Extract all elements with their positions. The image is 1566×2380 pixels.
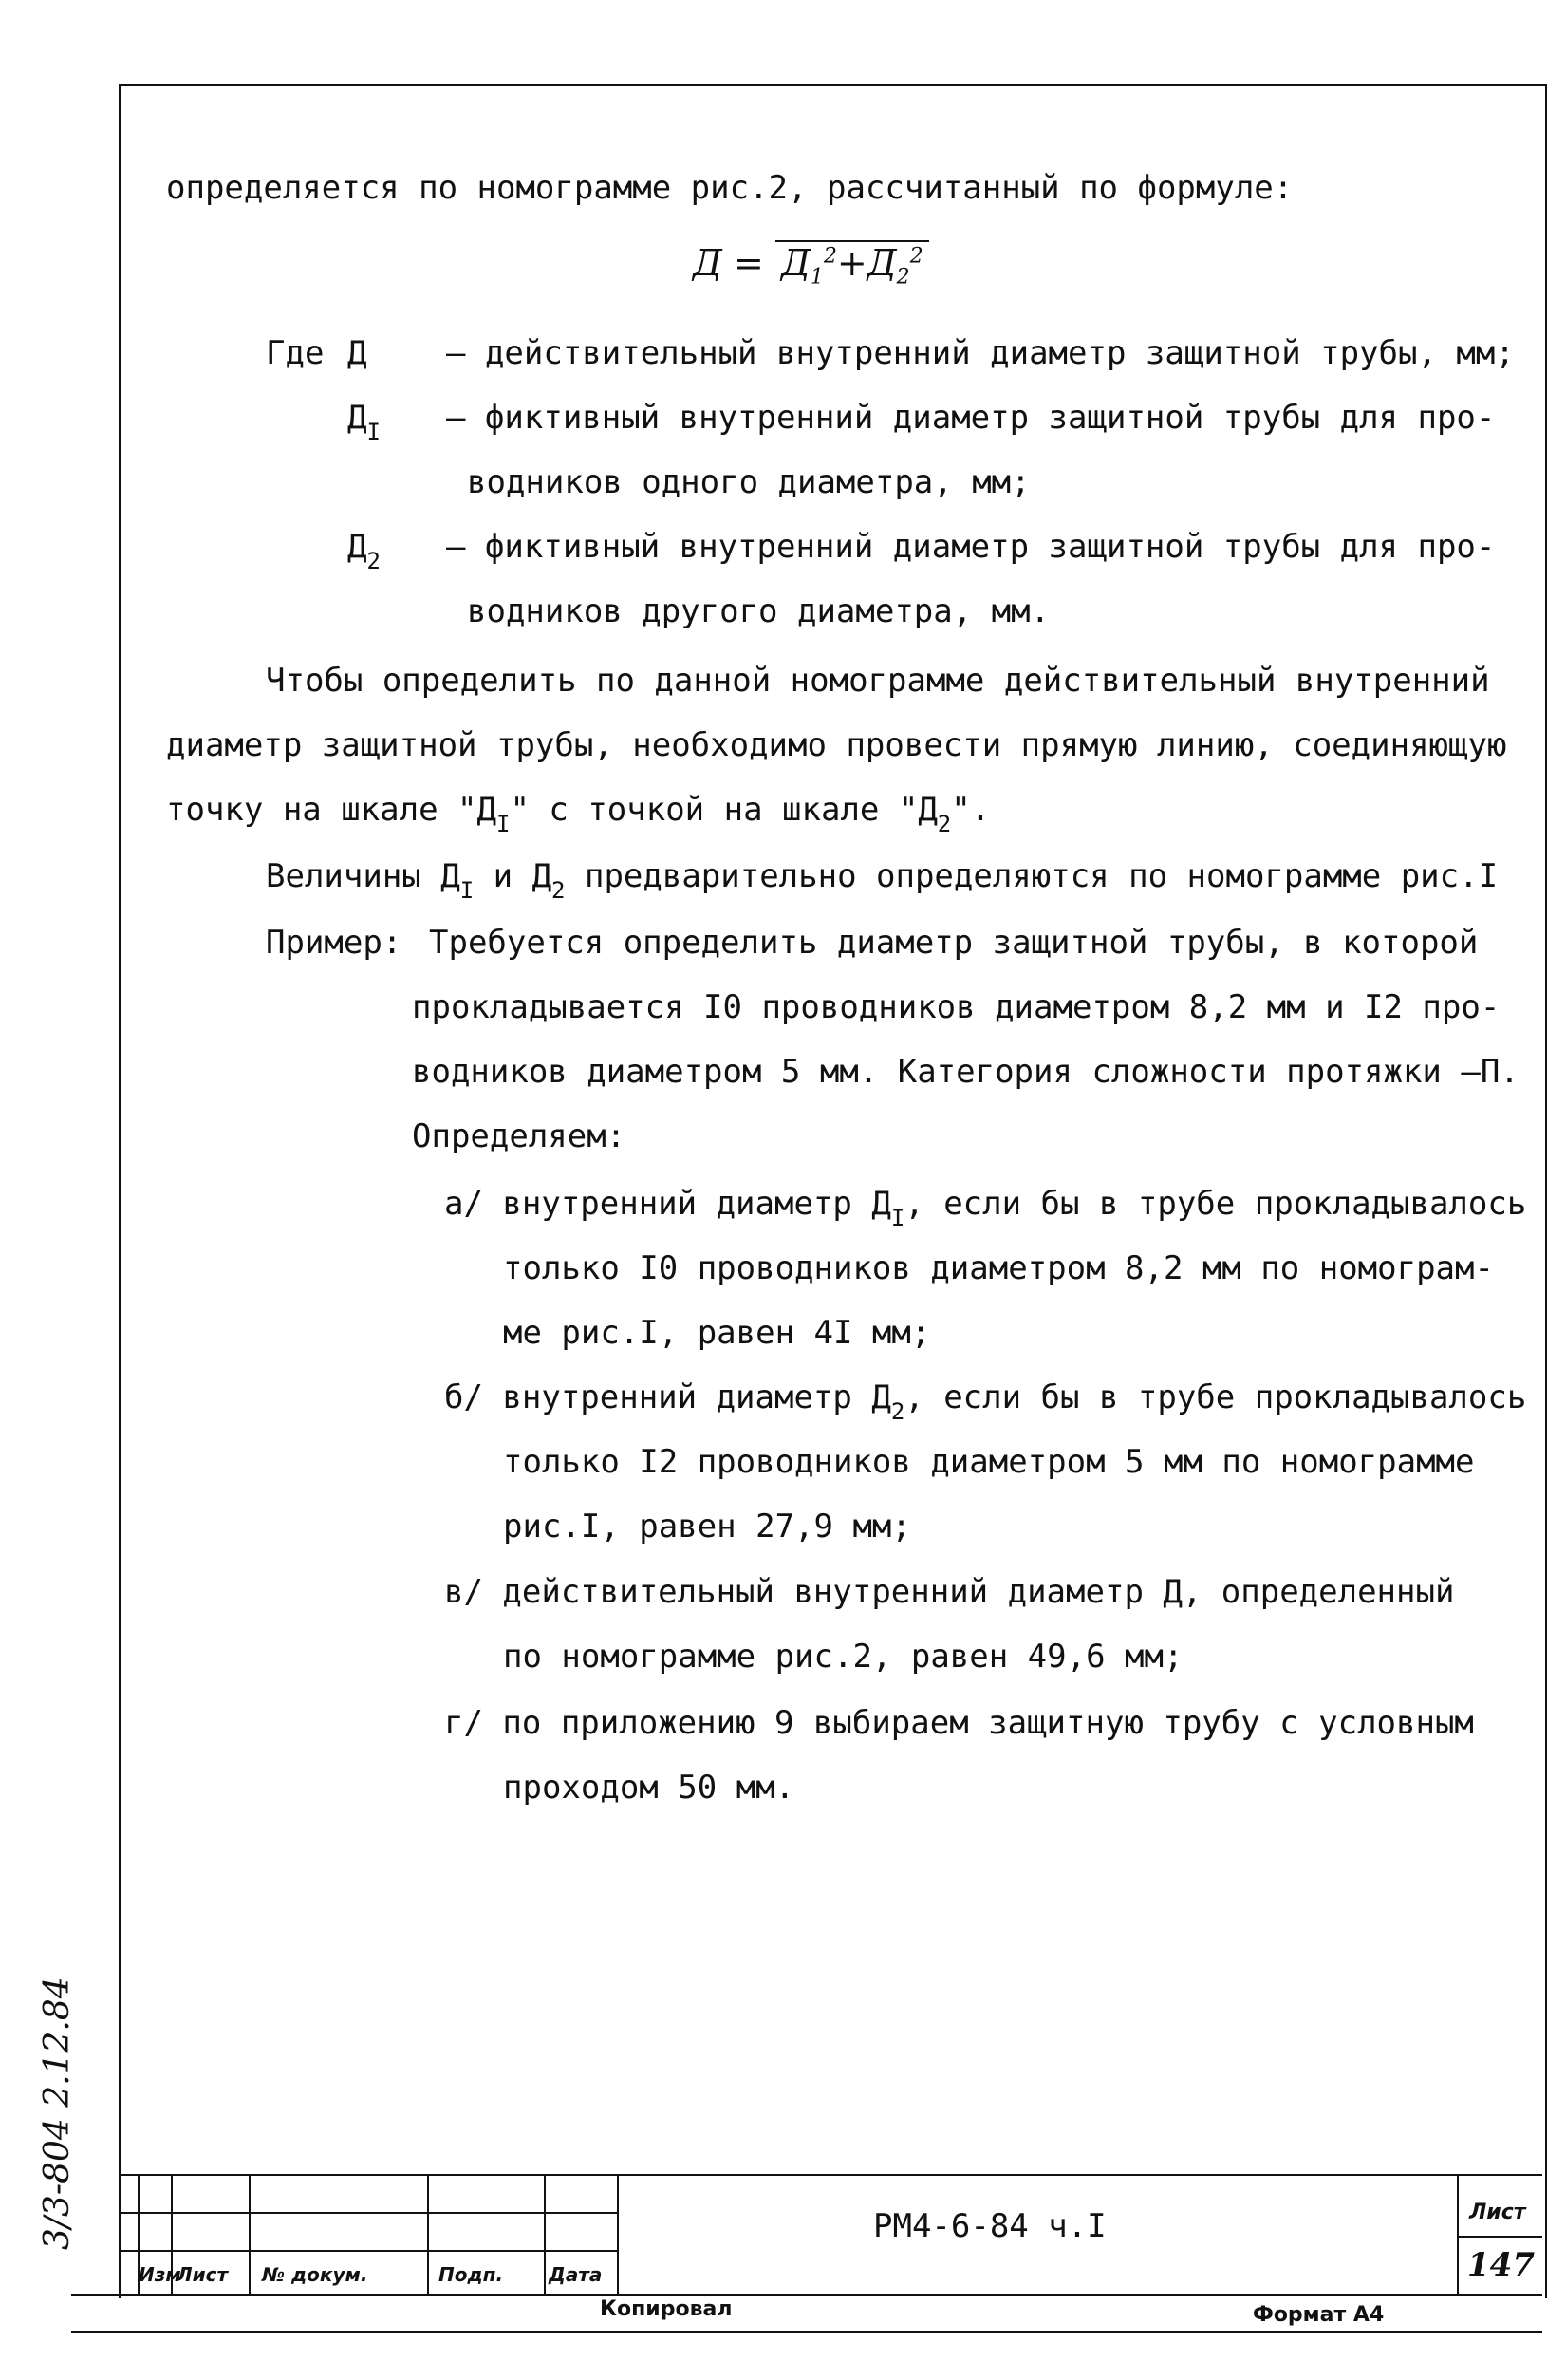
col-izm: Изм <box>139 2263 181 2286</box>
def-d-text: – действительный внутренний диаметр защитной трубы, мм; <box>446 334 1515 372</box>
example-line4: Определяем: <box>412 1117 626 1155</box>
margin-handwritten-note: 3/3-804 2.12.84 <box>38 1977 77 2250</box>
where-word: Где <box>266 334 325 372</box>
footer-format: Формат А4 <box>1253 2303 1385 2327</box>
def-d1-line1: – фиктивный внутренний диаметр защитной трубы для про- <box>446 399 1496 437</box>
sheet-number: 147 <box>1467 2246 1535 2284</box>
col-list: Лист <box>177 2263 229 2286</box>
intro-line: определяется по номограмме рис.2, рассчитанный по формуле: <box>166 169 1294 207</box>
item-g-line1: г/ по приложению 9 выбираем защитную трубу с условным <box>444 1704 1474 1742</box>
item-b-line3: рис.I, равен 27,9 мм; <box>503 1508 911 1546</box>
item-a-line2: только I0 проводников диаметром 8,2 мм по номограм- <box>503 1249 1494 1287</box>
col-doc: № докум. <box>262 2263 368 2286</box>
item-b-line2: только I2 проводников диаметром 5 мм по номограмме <box>503 1443 1475 1481</box>
def-d-symbol: Д <box>347 334 367 372</box>
para1-line3: точку на шкале "$Д_I$" с точкой на шкале "$Д_2$". <box>166 791 991 837</box>
example-line2: прокладывается I0 проводников диаметром 8,2 мм и I2 про- <box>412 988 1501 1026</box>
formula: $Д = Д_1^2+Д_2^2$ <box>693 242 929 290</box>
def-d2-symbol: $Д_2$ <box>347 528 381 574</box>
col-sign: Подп. <box>438 2263 504 2286</box>
sqrt-radicand: $Д_1^2+Д_2^2$ <box>775 240 929 284</box>
sheet-label: Лист <box>1469 2201 1526 2224</box>
def-d1-symbol: $Д_I$ <box>347 399 381 445</box>
footer-copied: Копировал <box>600 2297 733 2321</box>
doc-number: РМ4-6-84 ч.I <box>873 2207 1107 2245</box>
item-c-line1: в/ действительный внутренний диаметр Д, определенный <box>444 1573 1455 1611</box>
item-c-line2: по номограмме рис.2, равен 49,6 мм; <box>503 1638 1184 1676</box>
example-line3: водников диаметром 5 мм. Категория сложности протяжки –П. <box>412 1053 1519 1091</box>
item-b-line1: б/ внутренний диаметр $Д_2$, если бы в трубе прокладывалось <box>444 1378 1527 1425</box>
item-a-line1: а/ внутренний диаметр $Д_I$, если бы в трубе прокладывалось <box>444 1185 1527 1231</box>
def-d2-line1: – фиктивный внутренний диаметр защитной трубы для про- <box>446 528 1496 566</box>
para1-line2: диаметр защитной трубы, необходимо провести прямую линию, соединяющую <box>166 726 1507 764</box>
example-label: Пример: <box>266 924 402 962</box>
col-date: Дата <box>549 2263 603 2286</box>
def-d1-line2: водников одного диаметра, мм; <box>467 463 1031 501</box>
para1-line1: Чтобы определить по данной номограмме действительный внутренний <box>266 662 1490 700</box>
item-a-line3: ме рис.I, равен 4I мм; <box>503 1314 931 1352</box>
item-g-line2: проходом 50 мм. <box>503 1769 795 1807</box>
para2: Величины $Д_I$ и $Д_2$ предварительно определяются по номограмме рис.I <box>266 857 1499 904</box>
margin-line <box>119 1823 121 2297</box>
example-line1: Требуется определить диаметр защитной трубы, в которой <box>429 924 1479 962</box>
def-d2-line2: водников другого диаметра, мм. <box>467 592 1051 630</box>
